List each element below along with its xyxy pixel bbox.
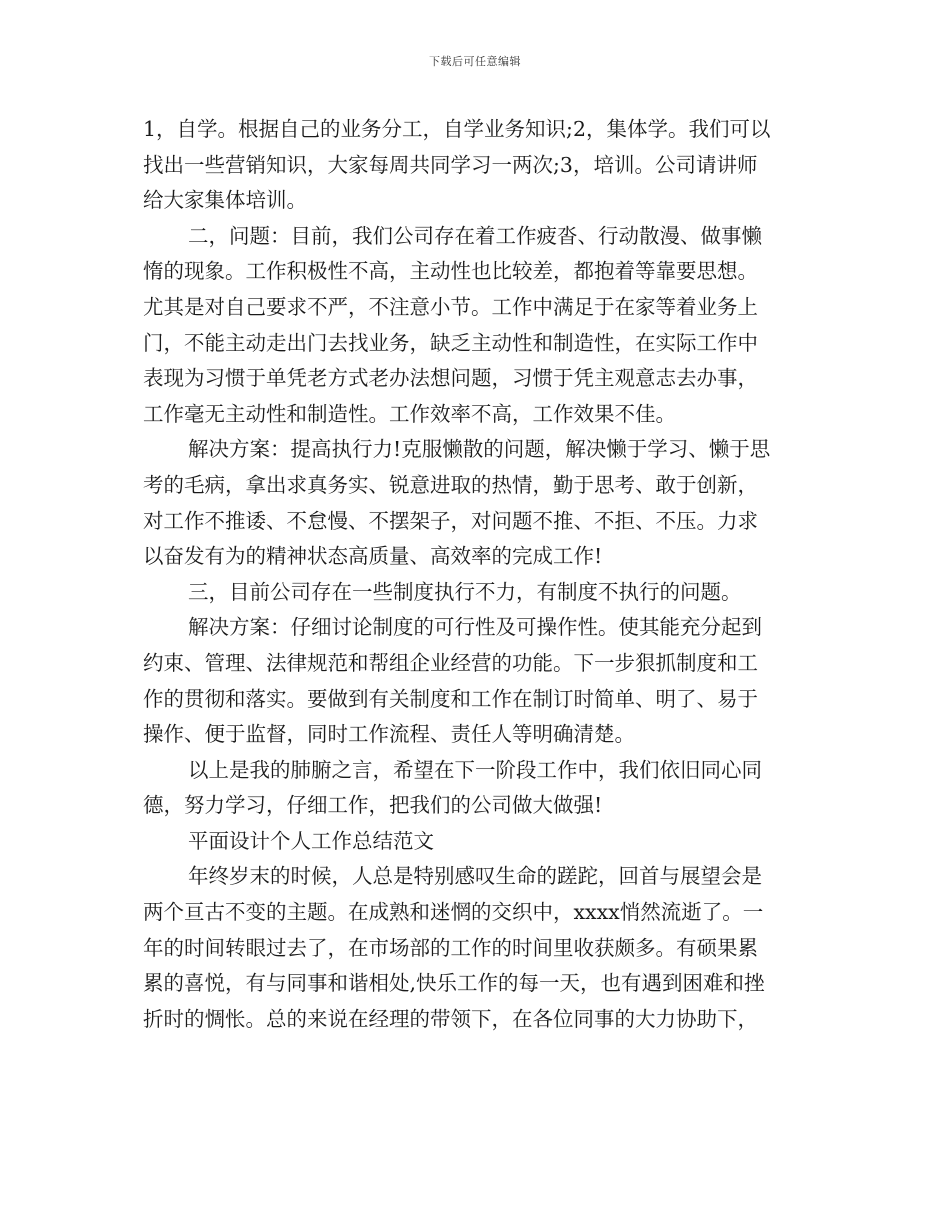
text-line: 考的毛病，拿出求真务实、锐意进取的热情，勤于思考、敢于创新， <box>143 472 758 497</box>
paragraph-start-line: 三，目前公司存在一些制度执行不力，有制度不执行的问题。 <box>188 579 742 604</box>
text-line: 年的时间转眼过去了，在市场部的工作的时间里收获颇多。有硕果累 <box>143 935 758 960</box>
section-title: 平面设计个人工作总结范文 <box>188 828 434 853</box>
paragraph-start-line: 年终岁末的时候，人总是特别感叹生命的蹉跎，回首与展望会是 <box>188 864 762 889</box>
text-line: 累的喜悦，有与同事和谐相处,快乐工作的每一天，也有遇到困难和挫 <box>143 971 765 996</box>
text-line: 给大家集体培训。 <box>143 188 307 213</box>
text-line: 工作毫无主动性和制造性。工作效率不高，工作效果不佳。 <box>143 401 676 426</box>
text-line: 作的贯彻和落实。要做到有关制度和工作在制订时简单、明了、易于 <box>143 686 758 711</box>
document-body <box>143 112 805 1037</box>
text-line: 找出一些营销知识，大家每周共同学习一两次;3，培训。公司请讲师 <box>143 152 758 177</box>
text-line: 对工作不推诿、不怠慢、不摆架子，对问题不推、不拒、不压。力求 <box>143 508 758 533</box>
text-line: 以奋发有为的精神状态高质量、高效率的完成工作! <box>143 544 603 569</box>
text-line: 惰的现象。工作积极性不高，主动性也比较差，都抱着等靠要思想。 <box>143 259 758 284</box>
paragraph-start-line: 解决方案：提高执行力!克服懒散的问题，解决懒于学习、懒于思 <box>188 437 771 462</box>
text-line: 约束、管理、法律规范和帮组企业经营的功能。下一步狠抓制度和工 <box>143 650 758 675</box>
text-line: 两个亘古不变的主题。在成熟和迷惘的交织中，xxxx悄然流逝了。一 <box>143 900 764 925</box>
paragraph-start-line: 二，问题：目前，我们公司存在着工作疲沓、行动散漫、做事懒 <box>188 223 762 248</box>
paragraph-start-line: 以上是我的肺腑之言，希望在下一阶段工作中，我们依旧同心同 <box>188 757 762 782</box>
page-header: 下载后可任意编辑 <box>429 55 521 68</box>
text-line: 德，努力学习，仔细工作，把我们的公司做大做强! <box>143 793 603 818</box>
text-line: 操作、便于监督，同时工作流程、责任人等明确清楚。 <box>143 722 635 747</box>
paragraph-start-line: 解决方案：仔细讨论制度的可行性及可操作性。使其能充分起到 <box>188 615 762 640</box>
text-line: 折时的惆怅。总的来说在经理的带领下，在各位同事的大力协助下， <box>143 1006 758 1031</box>
text-line: 尤其是对自己要求不严，不注意小节。工作中满足于在家等着业务上 <box>143 294 758 319</box>
text-line: 门，不能主动走出门去找业务，缺乏主动性和制造性，在实际工作中 <box>143 330 758 355</box>
text-line: 表现为习惯于单凭老方式老办法想问题，习惯于凭主观意志去办事， <box>143 366 758 391</box>
text-line: 1，自学。根据自己的业务分工，自学业务知识;2，集体学。我们可以 <box>143 117 771 141</box>
